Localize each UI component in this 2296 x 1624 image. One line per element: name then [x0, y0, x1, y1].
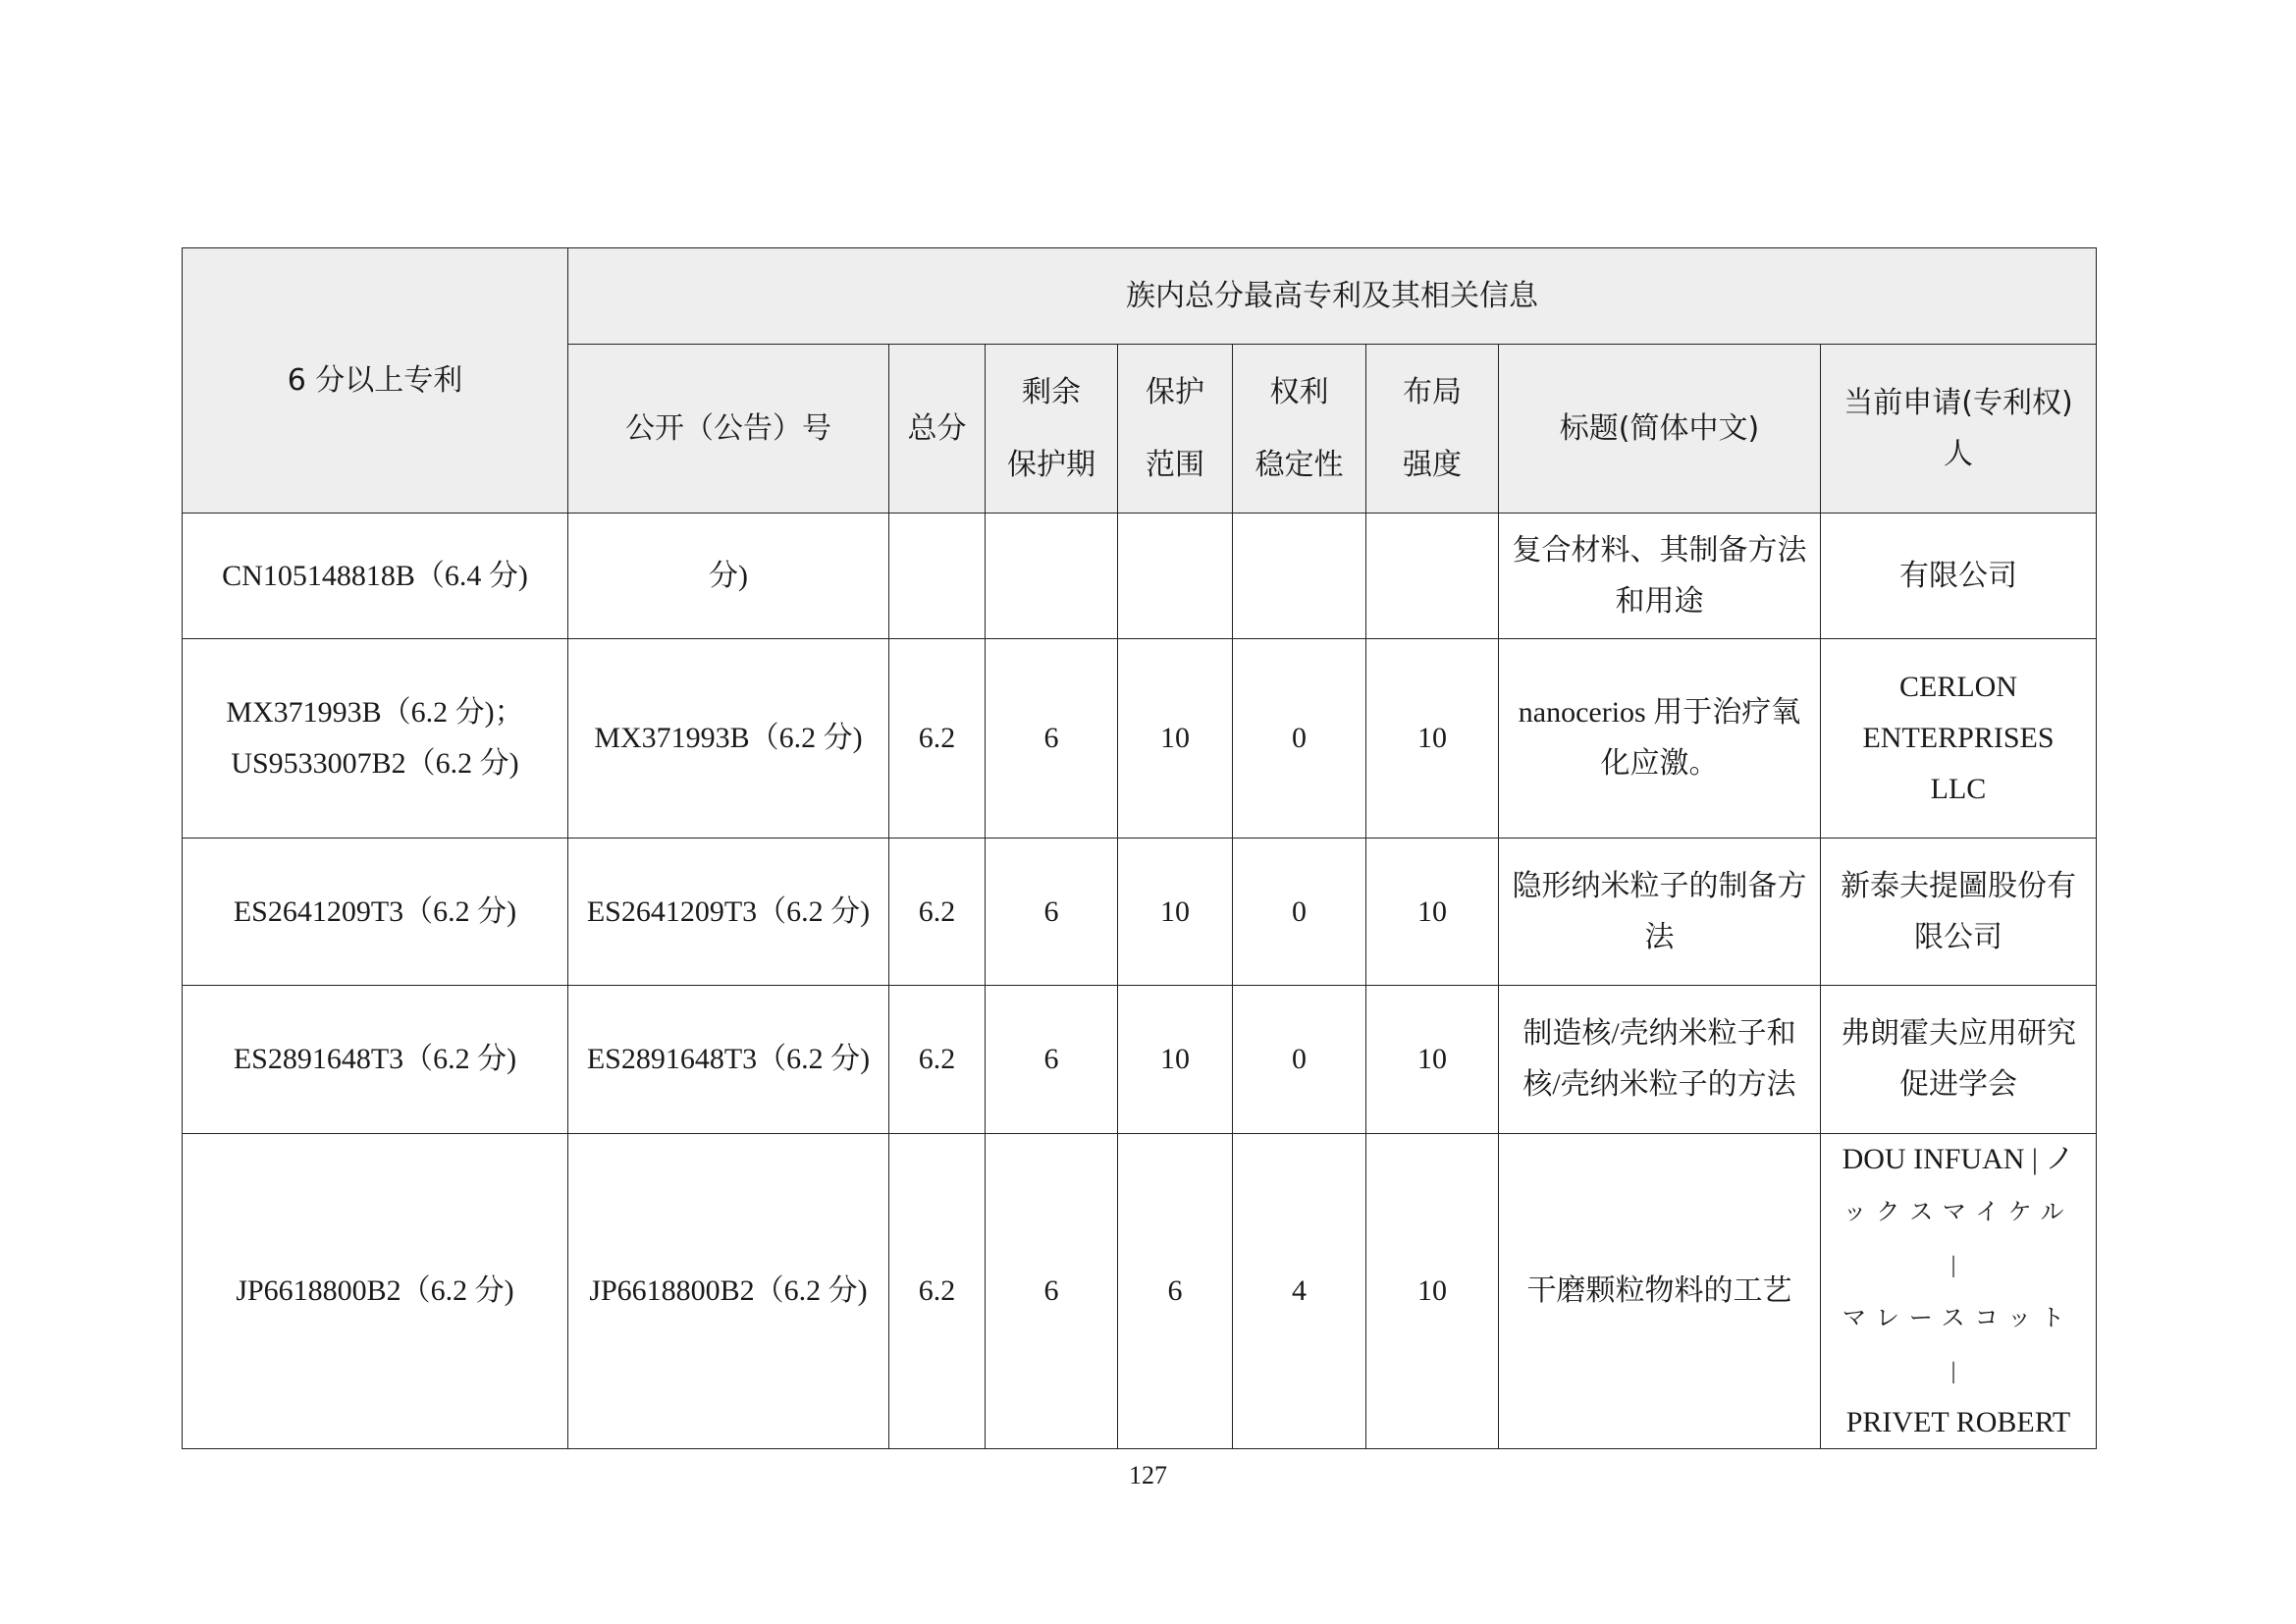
cell-stability: 4 [1233, 1134, 1366, 1449]
cell-patents: JP6618800B2（6.2 分) [183, 1134, 568, 1449]
cell-total: 6.2 [889, 639, 986, 839]
cell-layout: 10 [1366, 839, 1499, 986]
header-total: 总分 [889, 345, 986, 514]
cell-total: 6.2 [889, 1134, 986, 1449]
cell-stability: 0 [1233, 986, 1366, 1134]
table-row [183, 839, 2097, 986]
cell-remaining: 6 [986, 639, 1118, 839]
header-layout: 布局 强度 [1366, 345, 1499, 514]
patent-table [182, 247, 2097, 1449]
cell-pubno: ES2641209T3（6.2 分) [568, 839, 889, 986]
cell-title: 干磨颗粒物料的工艺 [1499, 1134, 1821, 1449]
header-stability: 权利 稳定性 [1233, 345, 1366, 514]
cell-remaining: 6 [986, 839, 1118, 986]
table-row [183, 514, 2097, 639]
cell-pubno: 分) [568, 514, 889, 639]
cell-stability: 0 [1233, 639, 1366, 839]
cell-applicant: 新泰夫提圖股份有 限公司 [1821, 839, 2097, 986]
cell-title: 制造核/壳纳米粒子和 核/壳纳米粒子的方法 [1499, 986, 1821, 1134]
table-row [183, 986, 2097, 1134]
header-title: 标题(简体中文) [1499, 345, 1821, 514]
cell-patents: MX371993B（6.2 分)； US9533007B2（6.2 分) [183, 639, 568, 839]
cell-total: 6.2 [889, 986, 986, 1134]
table-row [183, 1134, 2097, 1449]
cell-scope: 10 [1118, 839, 1233, 986]
page-number: 127 [1129, 1461, 1167, 1489]
cell-pubno: JP6618800B2（6.2 分) [568, 1134, 889, 1449]
cell-patents: CN105148818B（6.4 分) [183, 514, 568, 639]
cell-applicant: 弗朗霍夫应用研究 促进学会 [1821, 986, 2097, 1134]
header-remaining: 剩余 保护期 [986, 345, 1118, 514]
cell-applicant: 有限公司 [1821, 514, 2097, 639]
cell-title: nanocerios 用于治疗氧 化应激。 [1499, 639, 1821, 839]
table-row [183, 639, 2097, 839]
header-pubno: 公开（公告）号 [568, 345, 889, 514]
cell-scope: 10 [1118, 639, 1233, 839]
cell-layout: 10 [1366, 1134, 1499, 1449]
cell-layout [1366, 514, 1499, 639]
header-six-plus: 6 分以上专利 [183, 248, 568, 514]
cell-remaining [986, 514, 1118, 639]
header-row-1 [183, 248, 2097, 345]
cell-total [889, 514, 986, 639]
cell-remaining: 6 [986, 1134, 1118, 1449]
cell-stability [1233, 514, 1366, 639]
cell-total: 6.2 [889, 839, 986, 986]
cell-pubno: ES2891648T3（6.2 分) [568, 986, 889, 1134]
cell-stability: 0 [1233, 839, 1366, 986]
cell-layout: 10 [1366, 986, 1499, 1134]
header-applicant: 当前申请(专利权) 人 [1821, 345, 2097, 514]
cell-title: 隐形纳米粒子的制备方 法 [1499, 839, 1821, 986]
cell-layout: 10 [1366, 639, 1499, 839]
cell-applicant: CERLON ENTERPRISES LLC [1821, 639, 2097, 839]
cell-scope: 10 [1118, 986, 1233, 1134]
cell-scope [1118, 514, 1233, 639]
cell-remaining: 6 [986, 986, 1118, 1134]
cell-applicant: DOU INFUAN | ノ ックスマイケル | マレースコット | PRIVET ROBERT [1821, 1134, 2097, 1449]
cell-scope: 6 [1118, 1134, 1233, 1449]
cell-patents: ES2891648T3（6.2 分) [183, 986, 568, 1134]
cell-patents: ES2641209T3（6.2 分) [183, 839, 568, 986]
header-group: 族内总分最高专利及其相关信息 [568, 248, 2097, 345]
header-scope: 保护 范围 [1118, 345, 1233, 514]
cell-pubno: MX371993B（6.2 分) [568, 639, 889, 839]
cell-title: 复合材料、其制备方法 和用途 [1499, 514, 1821, 639]
